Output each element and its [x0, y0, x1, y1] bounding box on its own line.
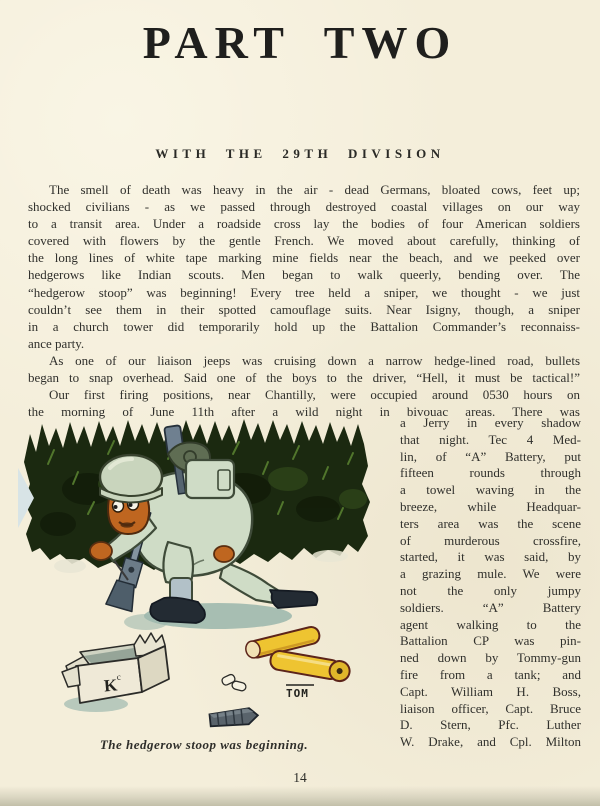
text-line: a towel waving in the — [400, 482, 581, 498]
text-line: the morning of June 11th after a wild night in bivouac areas. There was — [28, 404, 580, 420]
text-line: of murderous crossfire, — [400, 532, 581, 548]
text-line: breeze, while Headquar- — [400, 498, 581, 514]
part-title: PART TWO — [142, 17, 458, 68]
text-line: agent walking to the — [400, 616, 581, 632]
svg-text:TOM: TOM — [286, 687, 309, 700]
text-line: soldiers. “A” Battery — [400, 599, 581, 615]
illustration-caption: The hedgerow stoop was beginning. — [99, 737, 309, 752]
page-bottom-edge — [0, 786, 600, 806]
text-line: D. Stern, Pfc. Luther — [400, 717, 581, 733]
text-line: “hedgerow stoop” was beginning! Every tree held a sniper, we thought - we just — [28, 284, 580, 300]
text-line: hedgerows like Indian scouts. Men began to walk queerly, bending over. The — [28, 267, 580, 283]
text-line: shocked civilians - as we passed through destroyed coastal villages on our way — [28, 199, 580, 215]
text-line: a grazing mule. We were — [400, 566, 581, 582]
body-text — [28, 181, 580, 420]
text-line: ance party. — [28, 335, 85, 351]
text-line: ters area was the scene — [400, 515, 581, 531]
shell-casings — [244, 625, 351, 683]
text-line: that night. Tec 4 Med- — [400, 431, 581, 447]
box-label-mark: c — [116, 671, 122, 682]
far-boot — [270, 590, 317, 608]
text-line: lin, of “A” Battery, put — [400, 448, 581, 464]
debris — [209, 673, 258, 728]
text-line: Our first firing positions, near Chantilly, were occupied around 0530 hours on — [49, 387, 580, 403]
text-line: to a transit area. Under a roadside cross lay the bodies of four American soldiers — [28, 216, 580, 232]
text-line: started, it was said, by — [400, 549, 581, 565]
text-line: ned down by Tommy-gun — [400, 650, 581, 666]
text-line: liaison officer, Capt. Bruce — [400, 700, 581, 716]
ration-box — [62, 633, 169, 712]
text-line: couldn’t see them in their spotted camouflage suits. Near Isigny, though, a sniper — [28, 301, 580, 317]
text-line: Capt. William H. Boss, — [400, 683, 581, 699]
text-line: in a church tower did temporarily hold up the Battalion Commander’s reconnaiss- — [28, 318, 580, 334]
backpack — [186, 460, 234, 498]
text-line: Battalion CP was pin- — [400, 633, 581, 649]
text-line: a Jerry in every shadow — [400, 415, 581, 430]
chapter-heading: WITH THE 29TH DIVISION — [155, 146, 445, 161]
box-label: K — [103, 675, 118, 696]
text-line: W. Drake, and Cpl. Milton — [400, 734, 581, 750]
text-line: covered with flowers by the gentle French. We moved about carefully, thinking of — [28, 233, 580, 249]
ground-shadow — [124, 603, 292, 630]
helmet — [100, 455, 162, 503]
text-line: the long lines of white tape marking mine fields near the beach, and we peeked over — [28, 250, 580, 266]
page-number: 14 — [293, 770, 307, 785]
rear-hand — [214, 546, 234, 562]
text-line: began to snap overhead. Said one of the boys to the driver, “Hell, it must be tactical!” — [28, 370, 580, 386]
text-line: The smell of death was heavy in the air - dead Germans, bloated cows, feet up; — [49, 182, 580, 197]
text-line: fifteen rounds through — [400, 465, 581, 481]
text-line: fire from a tank; and — [400, 666, 581, 682]
text-line: not the only jumpy — [400, 582, 581, 598]
artist-signature — [286, 685, 314, 700]
column-text — [400, 415, 581, 751]
dark-prism — [209, 707, 258, 728]
near-boot — [150, 598, 205, 624]
illustration — [18, 414, 390, 762]
text-line: As one of our liaison jeeps was cruising down a narrow hedge-lined road, bullets — [49, 352, 580, 368]
hand — [90, 542, 112, 560]
